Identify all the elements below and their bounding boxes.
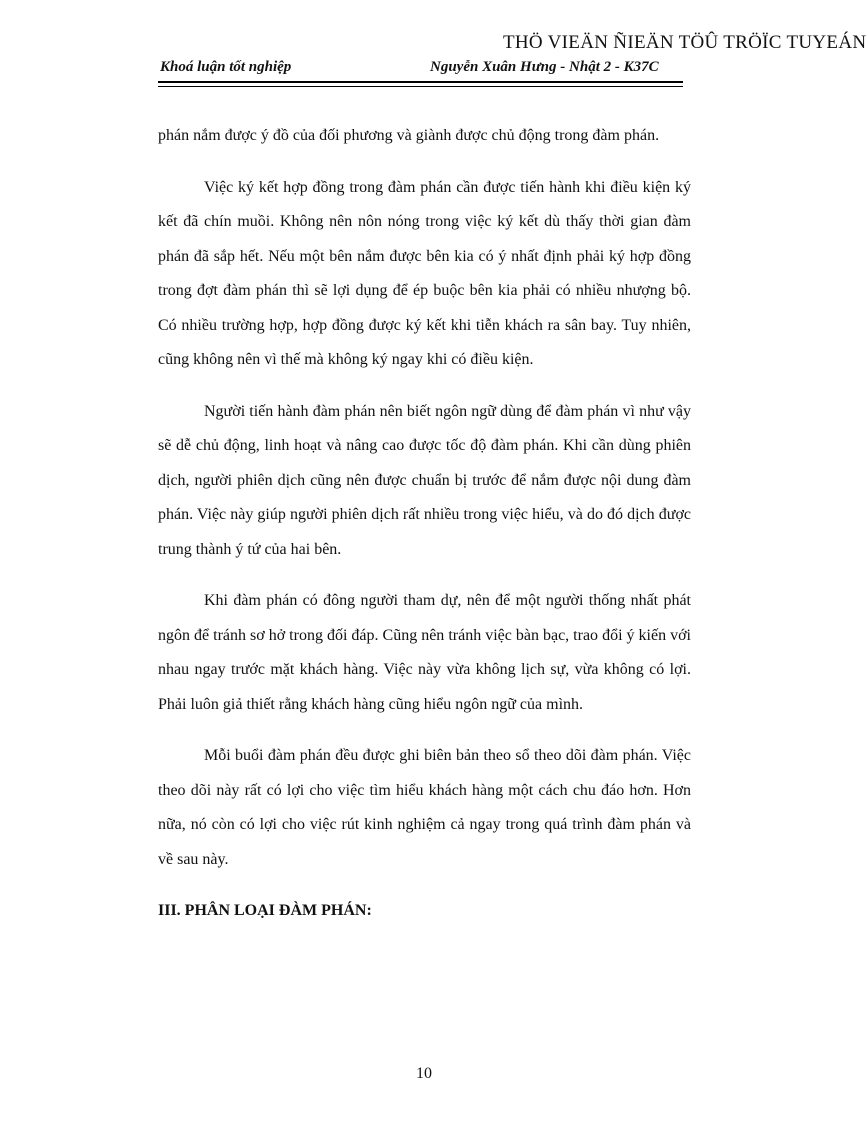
header-thesis-title: Khoá luận tốt nghiệp <box>160 59 292 75</box>
section-heading: III. PHÂN LOẠI ĐÀM PHÁN: <box>158 902 372 919</box>
paragraph-signing-contract: Việc ký kết hợp đồng trong đàm phán cần được tiến hành khi điều kiện ký kết đã chín muồi. Không nên nôn nóng trong việc ký kết dù thấy thời gian đàm phán đã sắp hết. Nếu một bên nắm được bên kia có ý nhất định phải ký hợp đồng trong đợt đàm phán thì sẽ lợi dụng để ép buộc bên kia phải có nhiều nhượng bộ. Có nhiều trường hợp, hợp đồng được ký kết khi tiễn khách ra sân bay. Tuy nhiên, cũng không nên vì thế mà không ký ngay khi có điều kiện. <box>158 178 691 368</box>
header-rule-thin <box>158 86 683 87</box>
header-author: Nguyễn Xuân Hưng - Nhật 2 - K37C <box>430 59 659 75</box>
paragraph-continuation: phán nắm được ý đồ của đối phương và giành được chủ động trong đàm phán. <box>158 127 660 144</box>
page-number: 10 <box>416 1065 432 1082</box>
document-body <box>158 119 691 929</box>
page-header <box>158 59 683 83</box>
paragraph-minutes: Mỗi buổi đàm phán đều được ghi biên bản theo sổ theo dõi đàm phán. Việc theo dõi này rất có lợi cho việc tìm hiểu khách hàng một cách chu đáo hơn. Hơn nữa, nó còn có lợi cho việc rút kinh nghiệm cả ngay trong quá trình đàm phán và về sau này. <box>158 747 691 868</box>
watermark-text: THÖ VIEÄN ÑIEÄN TÖÛ TRÖÏC TUYEÁN <box>503 32 866 53</box>
header-rule-thick <box>158 81 683 83</box>
paragraph-language: Người tiến hành đàm phán nên biết ngôn ngữ dùng để đàm phán vì như vậy sẽ dễ chủ động, linh hoạt và nâng cao được tốc độ đàm phán. Khi cần dùng phiên dịch, người phiên dịch cũng nên được chuẩn bị trước để nắm được nội dung đàm phán. Việc này giúp người phiên dịch rất nhiều trong việc hiểu, và do đó dịch được trung thành ý tứ của hai bên. <box>158 402 691 558</box>
paragraph-spokesperson: Khi đàm phán có đông người tham dự, nên để một người thống nhất phát ngôn để tránh sơ hở trong đối đáp. Cũng nên tránh việc bàn bạc, trao đổi ý kiến với nhau ngay trước mặt khách hàng. Việc này vừa không lịch sự, vừa không có lợi. Phải luôn giả thiết rằng khách hàng cũng hiểu ngôn ngữ của mình. <box>158 592 691 713</box>
